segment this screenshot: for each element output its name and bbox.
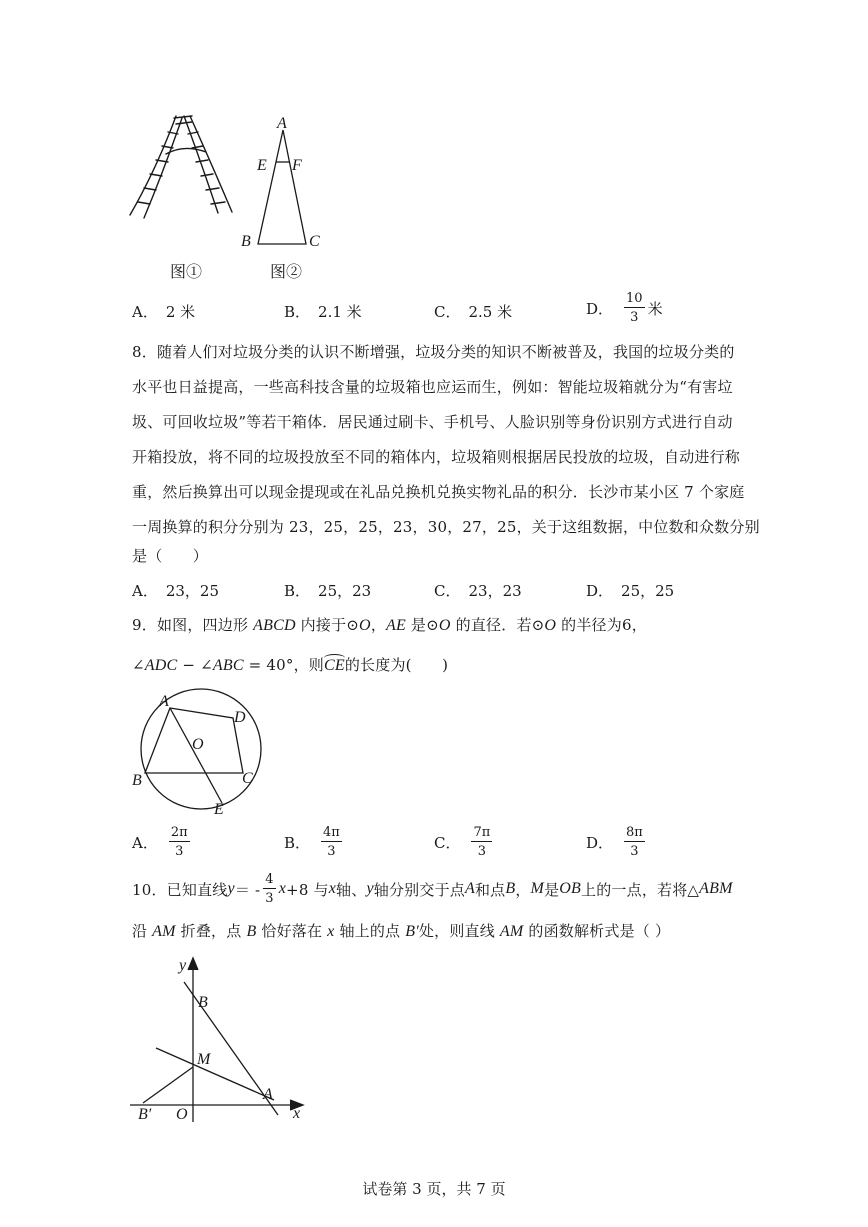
point-label-m: M [197, 1051, 211, 1068]
triangle-label-a: A [277, 115, 287, 132]
q9-text: 的半径为6， [556, 616, 647, 634]
option-text: 2.1 米 [318, 303, 362, 321]
q10-var: OB [559, 880, 582, 897]
option-fraction [321, 826, 342, 858]
fraction-numerator: 4π [323, 825, 340, 840]
option-fraction [624, 826, 645, 858]
option-letter: D． [586, 833, 614, 852]
q9-line-2 [132, 654, 448, 675]
q10-var: M [530, 880, 545, 897]
q9-option-b[interactable] [284, 826, 345, 858]
triangle-label-b: B [241, 233, 251, 250]
triangle-label-f: F [292, 157, 302, 174]
q9-text: − ∠ [177, 656, 213, 674]
q10-var: AM [499, 923, 524, 940]
q9-line-1 [132, 614, 647, 635]
circle-label-a: A [159, 693, 169, 710]
q9-ae: AE [386, 617, 406, 634]
q8-line-3: 圾、可回收垃圾”等若干箱体．居民通过刷卡、手机号、人脸识别等身份识别方式进行自动 [132, 413, 733, 431]
fraction-denominator: 3 [630, 844, 639, 859]
q9-o: O [438, 617, 451, 634]
q10-var: A [464, 880, 475, 897]
circle-label-e: E [214, 801, 224, 818]
fraction-numerator: 8π [626, 825, 643, 840]
q10-text: 的函数解析式是（ ） [523, 922, 671, 940]
q9-option-d[interactable] [586, 826, 648, 858]
q9-text: ∠ [132, 656, 145, 674]
q10-var: x [278, 880, 287, 897]
q8-option-b[interactable] [284, 580, 371, 601]
q10-var: B [505, 880, 516, 897]
circle-drawing [128, 688, 263, 818]
point-label-a: A [263, 1086, 273, 1103]
q10-text: 轴分别交于点 [373, 880, 465, 899]
q8-line-4: 开箱投放，将不同的垃圾投放至不同的箱体内，垃圾箱则根据居民投放的垃圾，自动进行称 [132, 448, 741, 466]
fraction-denominator: 3 [175, 844, 184, 859]
circle-figure [128, 688, 263, 818]
circle-label-d: D [234, 709, 246, 726]
q10-text: 折叠，点 [175, 922, 247, 940]
fraction-denominator: 3 [265, 891, 274, 906]
option-letter: C． [434, 303, 461, 321]
q10-var: B′ [405, 923, 419, 940]
option-letter: A． [132, 582, 158, 600]
q9-text: 是⊙ [405, 616, 439, 634]
q7-option-b[interactable] [284, 301, 362, 322]
q9-o: O [544, 617, 557, 634]
point-label-b-prime: B′ [138, 1106, 152, 1123]
ladder-figure [126, 110, 241, 225]
q8-line-7: 是（ ） [132, 547, 209, 565]
q8-line-1: 8．随着人们对垃圾分类的认识不断增强，垃圾分类的知识不断被普及，我国的垃圾分类的 [132, 343, 735, 361]
fraction-numerator: 4 [265, 872, 274, 887]
q9-arc-ce: CE [324, 657, 345, 674]
triangle-drawing [238, 112, 333, 252]
fraction-numerator: 7π [473, 825, 491, 840]
q10-text: ， [515, 880, 531, 899]
q9-option-a[interactable] [132, 826, 193, 858]
coordinate-drawing [128, 952, 313, 1127]
figure-1-caption: 图① [170, 262, 203, 281]
q9-o: O [359, 617, 371, 634]
option-text: 25，25 [621, 582, 675, 600]
fraction-numerator: 10 [626, 291, 643, 306]
point-label-o: O [176, 1106, 188, 1123]
option-text: 2 米 [165, 303, 196, 321]
q9-abcd: ABCD [253, 617, 296, 634]
option-letter: A． [132, 303, 158, 321]
q10-text: 恰好落在 [256, 922, 328, 940]
q10-var: x [328, 880, 337, 897]
q9-adc: ADC [144, 657, 178, 674]
fraction-denominator: 3 [477, 844, 487, 859]
axis-label-x: x [293, 1105, 301, 1122]
fraction-denominator: 3 [630, 310, 639, 325]
option-fraction [471, 826, 492, 858]
q8-option-c[interactable] [434, 580, 522, 601]
q7-option-d[interactable] [586, 292, 663, 324]
option-letter: C． [434, 833, 461, 852]
option-letter: B． [284, 582, 311, 600]
option-letter: D． [586, 299, 614, 318]
ladder-drawing [126, 110, 241, 225]
q10-var: ABM [699, 880, 733, 897]
q10-line-1 [132, 873, 733, 905]
option-letter: D． [586, 582, 614, 600]
option-text: 23，25 [165, 582, 220, 600]
q10-var: B [246, 923, 257, 940]
q8-line-6: 一周换算的积分分别为 23，25，25，23，30，27，25，关于这组数据，中位数和众数分别 [132, 518, 760, 536]
q10-slope-fraction [263, 873, 275, 905]
circle-label-o: O [192, 736, 204, 753]
q9-option-c[interactable] [434, 826, 495, 858]
q7-option-a[interactable] [132, 301, 195, 322]
option-letter: B． [284, 303, 311, 321]
option-text: 2.5 米 [468, 303, 513, 321]
q10-var: y [366, 880, 374, 897]
triangle-label-c: C [309, 233, 320, 250]
q10-var: x [327, 923, 335, 940]
q10-text: 轴上的点 [334, 922, 406, 940]
q10-var: AM [152, 923, 176, 940]
q10-text: ＝ - [234, 880, 261, 899]
q9-text: 的长度为( ) [344, 656, 449, 674]
q8-line-2: 水平也日益提高，一些高科技含量的垃圾箱也应运而生，例如：智能垃圾箱就分为“有害垃 [132, 378, 733, 396]
coordinate-figure [128, 952, 313, 1127]
q8-line-5: 重，然后换算出可以现金提现或在礼品兑换机兑换实物礼品的积分．长沙市某小区 7 个家庭 [132, 483, 745, 501]
q9-text: 内接于⊙ [295, 616, 360, 634]
q9-abc: ABC [212, 657, 244, 674]
triangle-figure [238, 112, 333, 252]
axis-label-y: y [179, 957, 187, 974]
q10-line-2 [132, 920, 670, 941]
option-text: 23，23 [468, 582, 522, 600]
q9-text: ， [370, 616, 387, 634]
q9-text: 9．如图，四边形 [132, 616, 254, 634]
page-footer: 试卷第 3 页，共 7 页 [362, 1180, 506, 1198]
q10-text: 和点 [474, 880, 506, 899]
circle-label-c: C [242, 770, 253, 787]
option-letter: C． [434, 582, 461, 600]
point-label-b: B [198, 994, 208, 1011]
q10-text: 沿 [132, 922, 153, 940]
option-letter: A． [132, 833, 158, 852]
q9-text: = 40°，则 [243, 656, 324, 674]
q10-text: 10．已知直线 [132, 880, 228, 899]
q10-text: +8 与 [286, 880, 329, 899]
option-fraction [624, 292, 645, 324]
q10-text: 轴、 [336, 880, 367, 899]
circle-label-b: B [132, 772, 142, 789]
q10-text: 上的一点，若将△ [581, 880, 700, 899]
q8-option-d[interactable] [586, 580, 674, 601]
q9-text: 的直径．若⊙ [450, 616, 545, 634]
q10-var: y [227, 880, 235, 897]
fraction-numerator: 2π [170, 825, 188, 840]
fraction-denominator: 3 [327, 844, 336, 859]
q8-option-a[interactable] [132, 580, 219, 601]
option-text: 25，23 [318, 582, 372, 600]
q10-text: 是 [544, 880, 560, 899]
figure-2-caption: 图② [270, 262, 303, 281]
triangle-label-e: E [257, 157, 267, 174]
q7-option-c[interactable] [434, 301, 512, 322]
q10-text: 处，则直线 [418, 922, 500, 940]
option-unit: 米 [647, 299, 663, 318]
option-fraction [169, 826, 190, 858]
option-letter: B． [284, 833, 311, 852]
